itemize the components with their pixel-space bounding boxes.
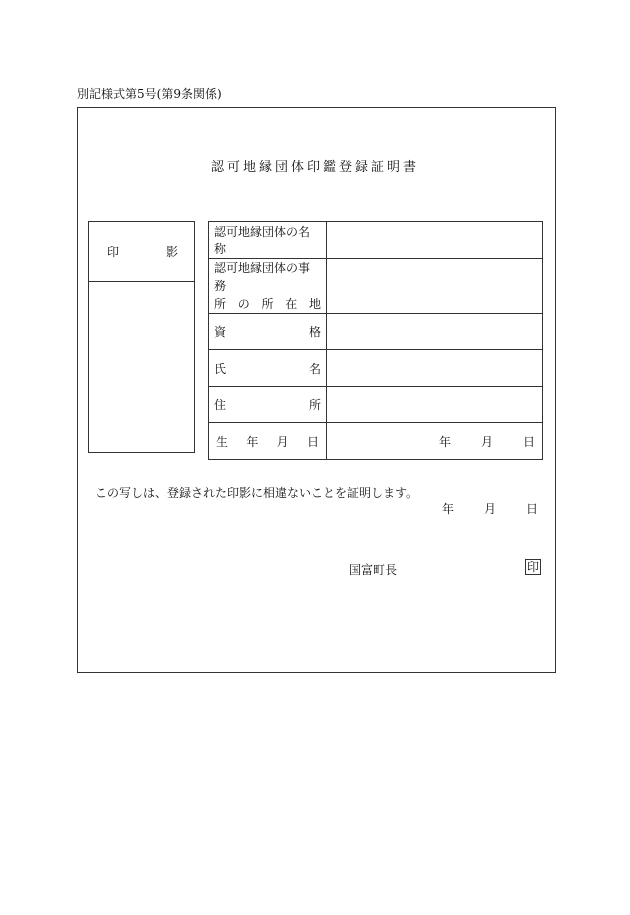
table-row-name: [209, 350, 543, 387]
issuer-title: 国富町長: [349, 563, 398, 577]
birthdate-value: 年 月 日: [327, 423, 543, 460]
official-seal-mark: 印: [527, 560, 540, 574]
table-row-birthdate: [209, 423, 543, 460]
group-name-label: 認可地縁団体の名称: [209, 222, 327, 259]
certification-statement: この写しは、登録された印影に相違ないことを証明します。: [95, 486, 419, 500]
name-label: 氏 名: [209, 350, 327, 387]
office-address-value: [327, 259, 543, 314]
office-address-label: [209, 259, 327, 314]
seal-label-right: 影: [165, 245, 178, 259]
birthdate-label: 生 年 月 日: [209, 423, 327, 460]
address-label: 住 所: [209, 387, 327, 423]
table-row-office-address: [209, 259, 543, 314]
office-address-label-line2: 所 の 所 在 地: [214, 297, 321, 311]
address-value: [327, 387, 543, 423]
name-value: [327, 350, 543, 387]
group-name-value: [327, 222, 543, 259]
registration-info-table: [208, 221, 543, 460]
seal-label-left: 印: [107, 245, 120, 259]
qualification-value: [327, 314, 543, 350]
certification-date: 年 月 日: [441, 502, 538, 516]
document-title: 認可地縁団体印鑑登録証明書: [210, 160, 419, 175]
table-row-address: [209, 387, 543, 423]
seal-impression-box: [88, 221, 195, 453]
seal-impression-header: [89, 222, 194, 282]
table-row-qualification: [209, 314, 543, 350]
qualification-label: 資 格: [209, 314, 327, 350]
table-row-group-name: [209, 222, 543, 259]
form-reference: 別記様式第5号(第9条関係): [77, 87, 222, 101]
office-address-label-line1: 認可地縁団体の事務: [214, 261, 311, 293]
